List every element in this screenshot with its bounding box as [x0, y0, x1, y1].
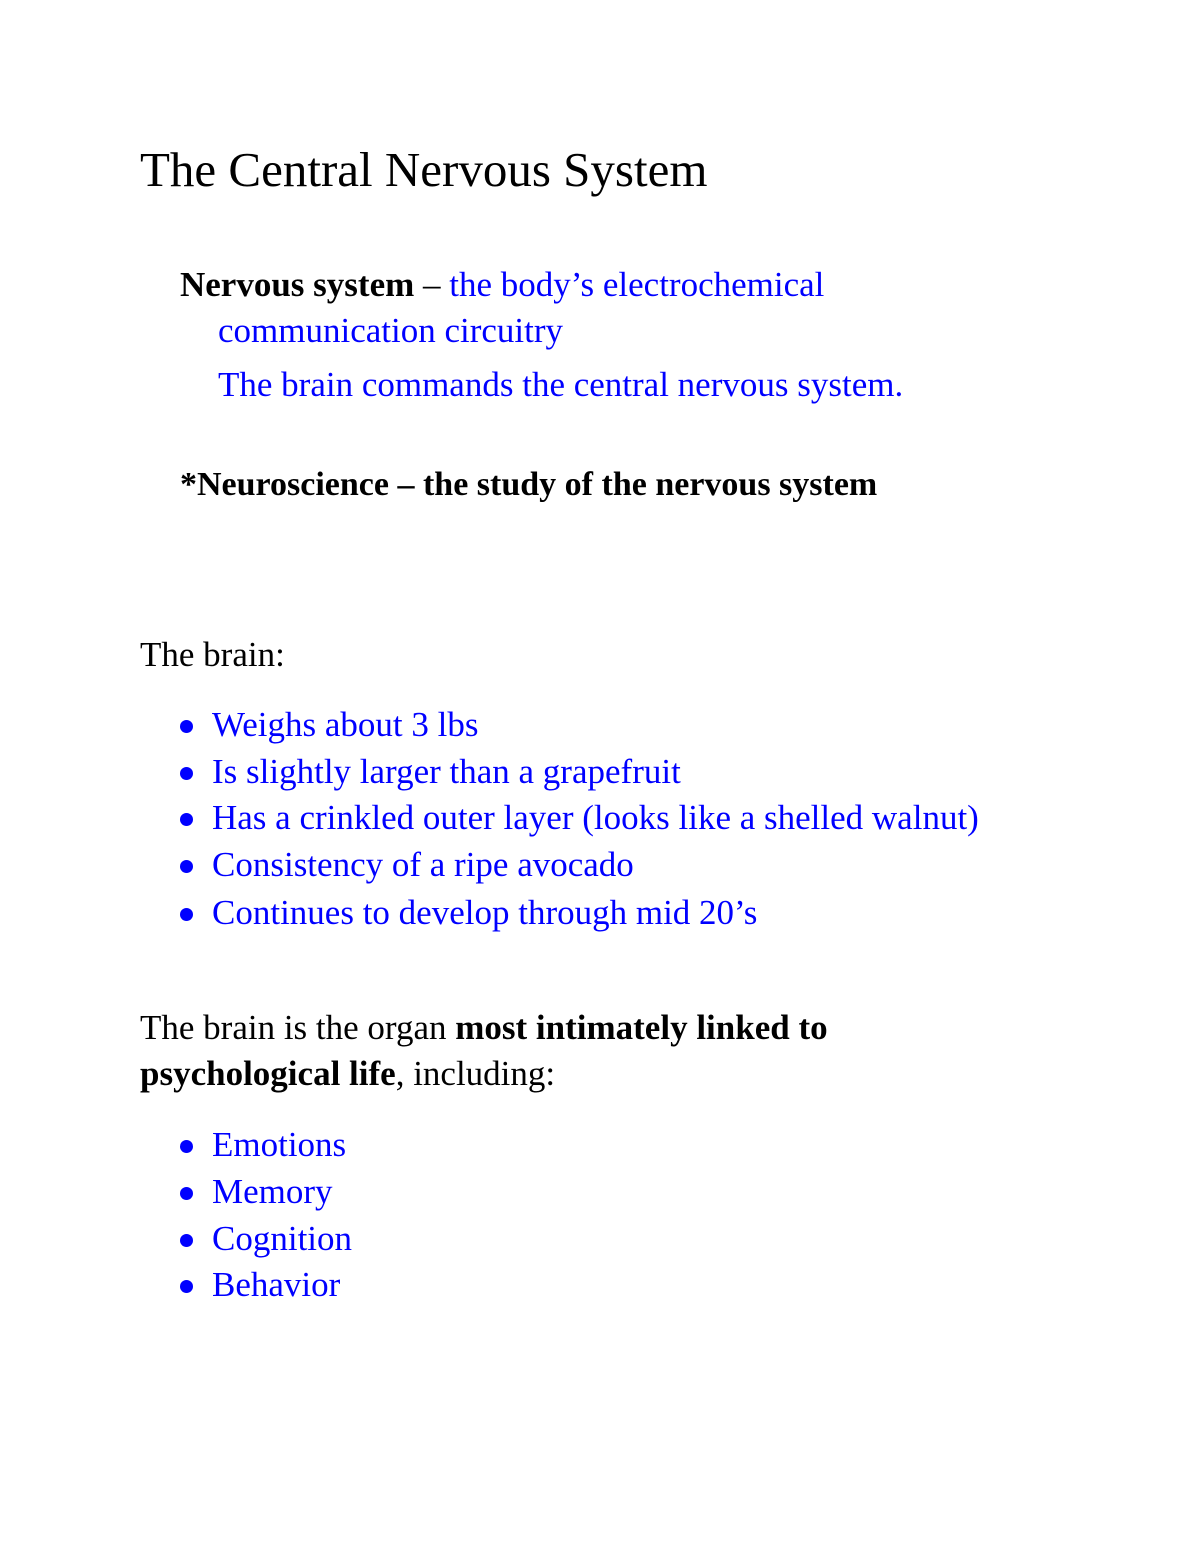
list-item: Cognition	[212, 1219, 353, 1258]
bullet-icon	[180, 1234, 193, 1247]
paragraph-emphasis: most intimately linked to	[455, 1008, 828, 1047]
definition-text: the body’s electrochemical	[449, 265, 825, 304]
list-item: Continues to develop through mid 20’s	[212, 893, 758, 932]
list-item: Emotions	[212, 1125, 347, 1164]
page-title: The Central Nervous System	[140, 142, 708, 197]
list-item: Is slightly larger than a grapefruit	[212, 752, 681, 791]
dash: –	[414, 265, 450, 304]
bullet-icon	[180, 908, 193, 921]
definition-note: The brain commands the central nervous system.	[218, 365, 904, 404]
bullet-icon	[180, 1140, 193, 1153]
list-item: Has a crinkled outer layer (looks like a shelled walnut)	[212, 798, 979, 837]
definition-term: Nervous system	[180, 265, 415, 304]
neuroscience-definition: *Neuroscience – the study of the nervous system	[180, 466, 878, 503]
paragraph-line-2	[140, 1054, 555, 1094]
brain-heading: The brain:	[140, 635, 285, 674]
bullet-icon	[180, 860, 193, 873]
bullet-icon	[180, 1280, 193, 1293]
paragraph-line-1	[140, 1008, 828, 1048]
paragraph-text: The brain is the organ	[140, 1008, 456, 1047]
definition-line	[180, 265, 824, 305]
paragraph-text: , including:	[395, 1054, 556, 1093]
bullet-icon	[180, 767, 193, 780]
bullet-icon	[180, 1187, 193, 1200]
list-item: Consistency of a ripe avocado	[212, 845, 634, 884]
list-item: Memory	[212, 1172, 333, 1211]
list-item: Behavior	[212, 1265, 341, 1304]
paragraph-emphasis: psychological life	[140, 1054, 396, 1093]
list-item: Weighs about 3 lbs	[212, 705, 479, 744]
definition-text-continued: communication circuitry	[218, 311, 564, 350]
bullet-icon	[180, 813, 193, 826]
bullet-icon	[180, 720, 193, 733]
